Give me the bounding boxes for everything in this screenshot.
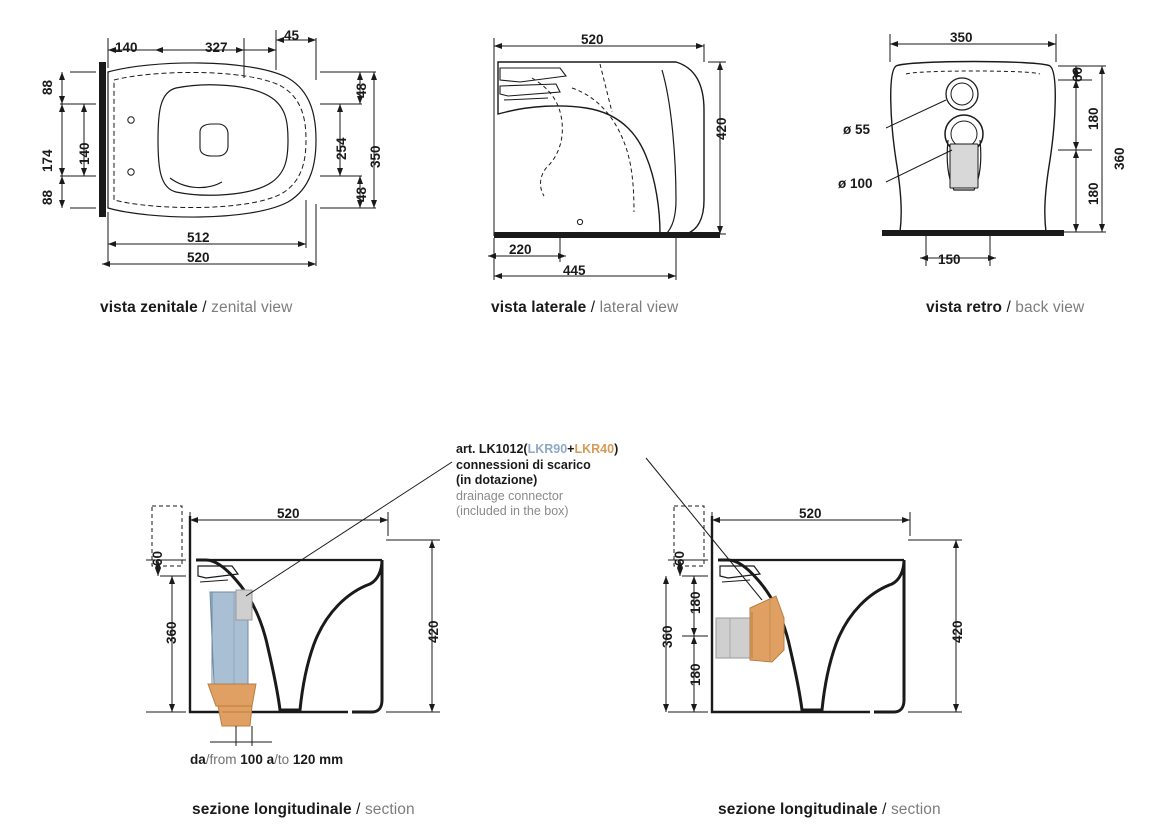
label-diameter-55: ø 55 — [843, 122, 871, 137]
dim-zenital-140-top: 140 — [115, 40, 138, 55]
dim-zenital-45: 45 — [284, 28, 300, 43]
caption-back-en: back view — [1015, 299, 1085, 316]
range-mid-en: to — [277, 752, 290, 767]
dim-back-60: 60 — [1070, 66, 1085, 82]
dim-back-180-upper: 180 — [1086, 107, 1101, 130]
dim-zenital-174: 174 — [40, 149, 55, 172]
dim-section-right-180-upper: 180 — [688, 591, 703, 614]
caption-section-left-en: section — [364, 801, 415, 818]
caption-zenital-en: zenital view — [211, 299, 293, 316]
dim-section-right-180-lower: 180 — [688, 663, 703, 686]
caption-section-left — [192, 801, 415, 819]
dim-section-left-60: 60 — [150, 550, 165, 566]
caption-back-sep: / — [1002, 299, 1016, 316]
dim-section-right-60: 60 — [672, 550, 687, 566]
dim-lateral-520: 520 — [581, 32, 604, 47]
caption-section-right-sep: / — [877, 801, 891, 818]
dim-section-right-520: 520 — [799, 506, 822, 521]
caption-zenital-view — [100, 299, 292, 317]
range-sep-1: / — [205, 752, 210, 767]
caption-section-left-sep: / — [351, 801, 365, 818]
dim-back-350: 350 — [950, 30, 973, 45]
dim-zenital-520: 520 — [187, 250, 210, 265]
dim-section-left-420: 420 — [426, 620, 441, 643]
caption-zenital-it: vista zenitale — [100, 299, 198, 316]
caption-section-right — [718, 801, 941, 819]
dim-zenital-88-bottom: 88 — [40, 189, 55, 205]
caption-section-left-it: sezione longitudinale — [192, 801, 352, 818]
caption-zenital-sep: / — [197, 299, 212, 316]
callout-line-it-1: connessioni di scarico — [456, 457, 591, 472]
caption-lateral-sep: / — [586, 299, 600, 316]
dim-zenital-140-left: 140 — [77, 142, 92, 165]
caption-lateral-it: vista laterale — [491, 299, 587, 316]
dim-zenital-48-top: 48 — [354, 82, 369, 98]
caption-back-view — [926, 299, 1084, 317]
callout-code-lkr40: LKR40 — [574, 442, 615, 456]
view-zenital-geometry — [60, 30, 376, 266]
callout-article-code: art. LK1012 — [456, 442, 524, 456]
callout-paren-open: ( — [523, 442, 528, 456]
range-sep-2: / — [274, 752, 278, 767]
view-section-left-geometry — [146, 462, 452, 746]
drainage-connector-callout — [456, 442, 618, 520]
callout-line-en-2: (included in the box) — [456, 504, 569, 518]
caption-back-it: vista retro — [926, 299, 1003, 316]
dim-back-150: 150 — [938, 252, 961, 267]
dim-zenital-512: 512 — [187, 230, 210, 245]
dim-section-left-520: 520 — [277, 506, 300, 521]
range-value-a: 100 — [240, 752, 263, 767]
dim-section-left-360: 360 — [164, 621, 179, 644]
dim-back-360: 360 — [1112, 147, 1127, 170]
label-diameter-100: ø 100 — [838, 176, 873, 191]
dim-lateral-220: 220 — [509, 242, 532, 257]
dim-zenital-48-bottom: 48 — [354, 186, 369, 202]
dim-lateral-420: 420 — [714, 117, 729, 140]
range-value-b: 120 mm — [292, 752, 344, 767]
range-en-from: from — [209, 752, 237, 767]
range-it-da: da — [190, 752, 206, 767]
dim-zenital-350: 350 — [368, 145, 383, 168]
caption-section-right-it: sezione longitudinale — [718, 801, 878, 818]
callout-code-lkr90: LKR90 — [527, 442, 568, 456]
callout-line-en-1: drainage connector — [456, 488, 564, 503]
caption-section-right-en: section — [890, 801, 941, 818]
dim-zenital-254: 254 — [334, 137, 349, 160]
insertion-depth-note — [190, 752, 343, 767]
dim-lateral-445: 445 — [563, 263, 586, 278]
callout-line-it-2: (in dotazione) — [456, 473, 538, 487]
caption-lateral-en: lateral view — [599, 299, 679, 316]
range-mid-it: a — [266, 752, 275, 767]
caption-lateral-view — [491, 299, 678, 317]
dim-section-right-420: 420 — [950, 620, 965, 643]
dim-section-right-360: 360 — [660, 625, 675, 648]
dim-zenital-88-top: 88 — [40, 79, 55, 95]
dim-back-180-lower: 180 — [1086, 182, 1101, 205]
callout-plus: + — [567, 442, 575, 456]
callout-paren-close: ) — [614, 442, 619, 456]
dim-zenital-327: 327 — [205, 40, 228, 55]
